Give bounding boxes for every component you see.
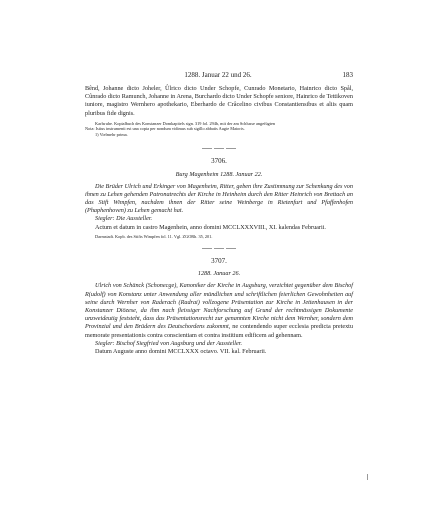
summary-3707-latin: ne contendendo super ecclesia predicta pretextu memorate presentationis contra conscientiam et contra institium edificem ad gehennam. (85, 323, 353, 339)
document-number-3706: 3706. (211, 156, 227, 165)
summary-3707 (85, 282, 353, 339)
place-date-3706: Burg Magenheim 1288. Januar 22. (175, 170, 263, 178)
running-header (83, 71, 353, 81)
section-separator (85, 148, 353, 149)
page-body (85, 85, 353, 356)
margin-mark (367, 474, 368, 480)
place-date-3707: 1288. Januar 26. (197, 270, 241, 278)
nota-line: Nota: Istius instrumenti est una copia per nondum vidimus sub sigillo abbatis Augie Maioris. (85, 126, 245, 132)
summary-3706: Die Brüder Ulrich und Erkinger von Magenheim, Ritter, geben ihre Zustimmung zur Schenkung des von ihnen zu Lehen gehenden Patronatrechts der Kirche in Heinheim durch den Ritter Heinrich von Brettach an das Stift Wimpfen, nachdem ihnen der Ritter seine Weinberge in Rietenfurt und Pfaffenhofen (Phaphenhoven) zu Lehen gemacht hat. (85, 182, 353, 215)
document-number-3707: 3707. (211, 257, 227, 266)
continued-text: Bênd, Johanne dicto Joheler, Ûlrico dicto Under Schopfe, Cunrado Monetario, Hainrico dicto Spål, Cûnrado dicto Ramunch, Johanne in Arena, Burchardo dicto Under Schopfe seniore, Hainrico de Tettikoven iuniore, magistro Wernhero apothekario, Eberhardo de Crâcelino civibus Constantiensibus et aliis quam pluribus fide dignis. (85, 85, 353, 117)
source-note: Karlsruhe. Kopialbuch des Konstanzer Domkapitels sign. 319 fol. 294b, mit der am Schlusse angefügten (95, 120, 276, 126)
sealers-3706: Siegler: Die Aussteller. (95, 215, 153, 223)
section-separator (85, 248, 353, 249)
datum-3707: Datum Auguste anno domini MCCLXXX octavo. VII. kal. Februarii. (95, 348, 267, 356)
source-3706: Darmstadt. Kopb. des Stifts Wimpfen fol. 11. Vgl. ZGORh. 35, 201. (95, 233, 213, 239)
footnote: 1) Vielmehr prima. (95, 132, 128, 137)
sealers-3707: Siegler: Bischof Siegfried von Augsburg und der Aussteller. (95, 339, 242, 347)
summary-3707-german: Ulrich von Schänck (Schonecge), Kanoniker der Kirche in Augsburg, verzichtet gegenüber dem Bischof R(udolf) von Konstanz unter Anwendung aller mündlichen und schriftlichen feierlichen Gewohnheiten auf seine durch Wernher von Raderach (Radrai) vollzogene Präsentation zur Kirche in Jettenhausen in der Konstanzer Diözese, da ihm nach fleissiger Nachforschung auf Grund der rechtmässigen Dokumente unzweideutig feststeht, dass das Präsentationsrecht zur genannten Kirche nicht dem Wernher, sondern dem Provinzial und den Brüdern des Deutschordens zukommt, (85, 282, 353, 331)
page-number: 183 (342, 71, 353, 79)
header-date-range: 1288. Januar 22 und 26. (184, 71, 252, 79)
datum-3706: Actum et datum in castro Magenhein, anno domini MCCLXXXVIII., XI. kalendas Februarii. (95, 223, 326, 231)
